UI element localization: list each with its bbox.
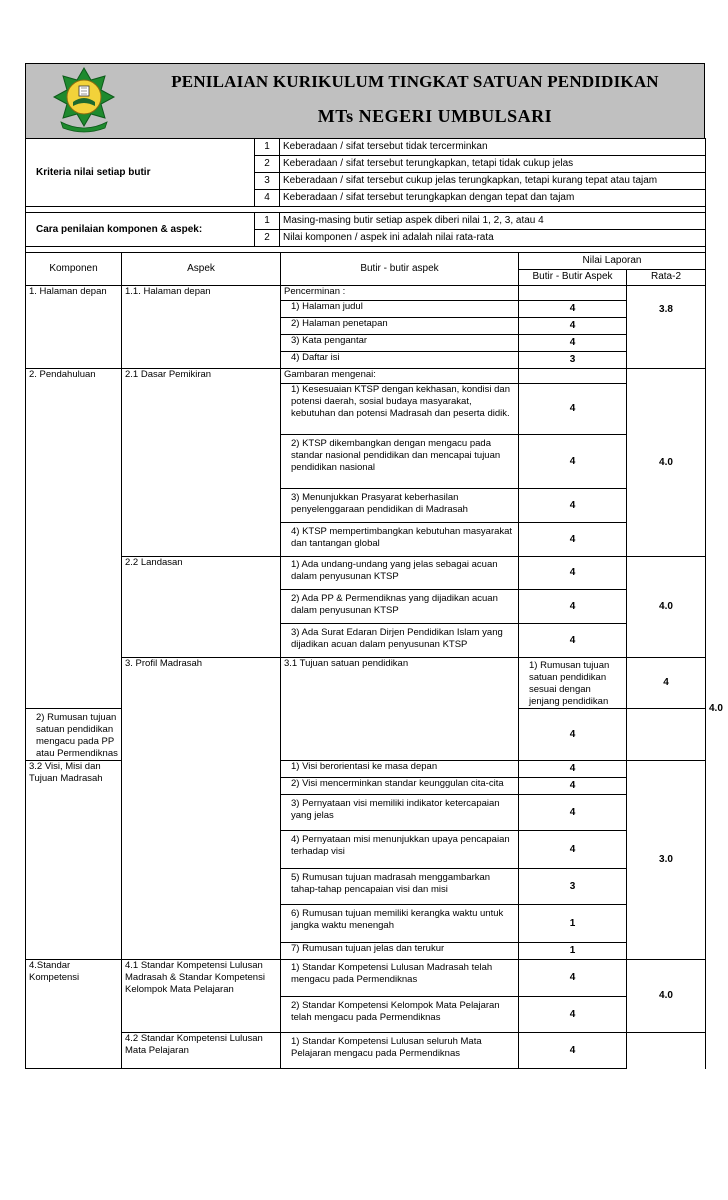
butir-score: 4 [519, 960, 627, 997]
butir-cell: 7) Rumusan tujuan jelas dan terukur [281, 943, 519, 960]
average-score: 4.0 [627, 557, 706, 658]
table-row [26, 286, 706, 301]
criteria-row [26, 139, 706, 156]
document-header [25, 63, 705, 138]
butir-cell: 1) Rumusan tujuan satuan pendidikan sesuai dengan jenjang pendidikan [519, 658, 627, 709]
aspek-cell: 3.2 Visi, Misi dan Tujuan Madrasah [26, 761, 122, 960]
criteria-text: Keberadaan / sifat tersebut cukup jelas terungkapkan, tetapi kurang tepat atau tajam [280, 173, 706, 190]
aspek-cell: 3.1 Tujuan satuan pendidikan [281, 658, 519, 761]
butir-cell: 3) Kata pengantar [281, 335, 519, 352]
criteria-text: Keberadaan / sifat tersebut terungkapkan dengan tepat dan tajam [280, 190, 706, 207]
butir-score: 4 [519, 709, 627, 761]
butir-score: 4 [519, 318, 627, 335]
butir-score: 1 [519, 905, 627, 943]
average-score: 3.0 [627, 761, 706, 960]
empty-cell [627, 1033, 706, 1069]
butir-score: 4 [519, 557, 627, 590]
table-row: 3. Profil Madrasah 3.1 Tujuan satuan pendidikan 1) Rumusan tujuan satuan pendidikan sesuai dengan jenjang pendidikan 4 4.0 [26, 658, 706, 709]
butir-cell: 1) Standar Kompetensi Lulusan seluruh Mata Pelajaran mengacu pada Permendiknas [281, 1033, 519, 1069]
butir-cell: 1) Visi berorientasi ke masa depan [281, 761, 519, 778]
butir-cell: 1) Ada undang-undang yang jelas sebagai acuan dalam penyusunan KTSP [281, 557, 519, 590]
butir-cell: 2) Rumusan tujuan satuan pendidikan mengacu pada PP atau Permendiknas [26, 709, 122, 761]
butir-cell: 4) KTSP mempertimbangkan kebutuhan masyarakat dan tantangan global [281, 523, 519, 557]
butir-score: 4 [519, 624, 627, 658]
butir-cell: 2) Halaman penetapan [281, 318, 519, 335]
document-title: PENILAIAN KURIKULUM TINGKAT SATUAN PENDIDIKAN [171, 72, 659, 91]
butir-score: 4 [519, 795, 627, 831]
butir-heading: Pencerminan : [281, 286, 519, 301]
table-row [26, 1033, 706, 1069]
header-komponen: Komponen [26, 253, 122, 286]
school-name: MTs NEGERI UMBULSARI [317, 106, 553, 126]
butir-cell: 1) Kesesuaian KTSP dengan kekhasan, kondisi dan potensi daerah, sosial budaya masyarakat, kebutuhan dan potensi Madrasah dan peserta didik. [281, 384, 519, 435]
butir-score: 4 [519, 384, 627, 435]
komponen-cell: 2. Pendahuluan [26, 369, 122, 709]
criteria-text: Keberadaan / sifat tersebut terungkapkan, tetapi tidak cukup jelas [280, 156, 706, 173]
header-rata: Rata-2 [627, 269, 706, 286]
butir-score: 4 [627, 658, 706, 709]
table-row [26, 369, 706, 384]
butir-score: 4 [519, 301, 627, 318]
butir-score: 4 [519, 831, 627, 869]
aspek-cell: 1.1. Halaman depan [122, 286, 281, 369]
assessment-table [25, 252, 723, 1069]
butir-score: 1 [519, 943, 627, 960]
komponen-cell: 1. Halaman depan [26, 286, 122, 369]
header-aspek: Aspek [122, 253, 281, 286]
komponen-cell: 4.Standar Kompetensi [26, 960, 122, 1069]
criteria-number: 1 [255, 139, 280, 156]
butir-score: 4 [519, 489, 627, 523]
method-row [26, 213, 706, 230]
aspek-cell: 4.2 Standar Kompetensi Lulusan Mata Pelajaran [122, 1033, 281, 1069]
butir-score: 4 [519, 1033, 627, 1069]
table-row [26, 557, 706, 590]
empty-cell [519, 369, 627, 384]
butir-score: 4 [519, 761, 627, 778]
method-label: Cara penilaian komponen & aspek: [26, 213, 255, 247]
header-butir: Butir - butir aspek [281, 253, 519, 286]
method-text: Nilai komponen / aspek ini adalah nilai rata-rata [280, 230, 706, 247]
butir-cell: 1) Halaman judul [281, 301, 519, 318]
criteria-text: Keberadaan / sifat tersebut tidak tercerminkan [280, 139, 706, 156]
butir-cell: 2) Standar Kompetensi Kelompok Mata Pelajaran telah mengacu pada Permendiknas [281, 997, 519, 1033]
assessment-sheet [25, 63, 723, 1069]
butir-cell: 5) Rumusan tujuan madrasah menggambarkan tahap-tahap pencapaian visi dan misi [281, 869, 519, 905]
table-header-row [26, 253, 706, 270]
criteria-number: 4 [255, 190, 280, 207]
butir-cell: 1) Standar Kompetensi Lulusan Madrasah telah mengacu pada Permendiknas [281, 960, 519, 997]
butir-score: 3 [519, 869, 627, 905]
criteria-number: 3 [255, 173, 280, 190]
method-number: 1 [255, 213, 280, 230]
method-number: 2 [255, 230, 280, 247]
butir-cell: 4) Pernyataan misi menunjukkan upaya pencapaian terhadap visi [281, 831, 519, 869]
komponen-cell: 3. Profil Madrasah [122, 658, 281, 960]
header-nilai-laporan: Nilai Laporan [519, 253, 706, 270]
butir-score: 4 [519, 523, 627, 557]
butir-cell: 2) Ada PP & Permendiknas yang dijadikan acuan dalam penyusunan KTSP [281, 590, 519, 624]
butir-cell: 2) KTSP dikembangkan dengan mengacu pada standar nasional pendidikan dan mencapai tujuan pendidikan nasional [281, 435, 519, 489]
butir-score: 3 [519, 352, 627, 369]
table-row [26, 960, 706, 997]
butir-score: 4 [519, 778, 627, 795]
butir-score: 4 [519, 335, 627, 352]
butir-score: 4 [519, 997, 627, 1033]
butir-score: 4 [519, 590, 627, 624]
criteria-label: Kriteria nilai setiap butir [26, 139, 255, 207]
header-butir-aspek: Butir - Butir Aspek [519, 269, 627, 286]
empty-cell [519, 286, 627, 301]
butir-cell: 4) Daftar isi [281, 352, 519, 369]
butir-cell: 3) Menunjukkan Prasyarat keberhasilan penyelenggaraan pendidikan di Madrasah [281, 489, 519, 523]
butir-cell: 3) Ada Surat Edaran Dirjen Pendidikan Islam yang dijadikan acuan dalam penyusunan KTSP [281, 624, 519, 658]
aspek-cell: 4.1 Standar Kompetensi Lulusan Madrasah & Standar Kompetensi Kelompok Mata Pelajaran [122, 960, 281, 1033]
butir-score: 4 [519, 435, 627, 489]
butir-cell: 3) Pernyataan visi memiliki indikator ketercapaian yang jelas [281, 795, 519, 831]
empty-cell [627, 286, 706, 301]
criteria-table [25, 138, 706, 252]
criteria-number: 2 [255, 156, 280, 173]
average-score: 4.0 [627, 369, 706, 557]
average-score: 4.0 [627, 960, 706, 1033]
aspek-cell: 2.1 Dasar Pemikiran [122, 369, 281, 557]
butir-cell: 6) Rumusan tujuan memiliki kerangka waktu untuk jangka waktu menengah [281, 905, 519, 943]
butir-cell: 2) Visi mencerminkan standar keunggulan cita-cita [281, 778, 519, 795]
average-score: 3.8 [627, 301, 706, 369]
aspek-cell: 2.2 Landasan [122, 557, 281, 658]
method-text: Masing-masing butir setiap aspek diberi nilai 1, 2, 3, atau 4 [280, 213, 706, 230]
butir-heading: Gambaran mengenai: [281, 369, 519, 384]
